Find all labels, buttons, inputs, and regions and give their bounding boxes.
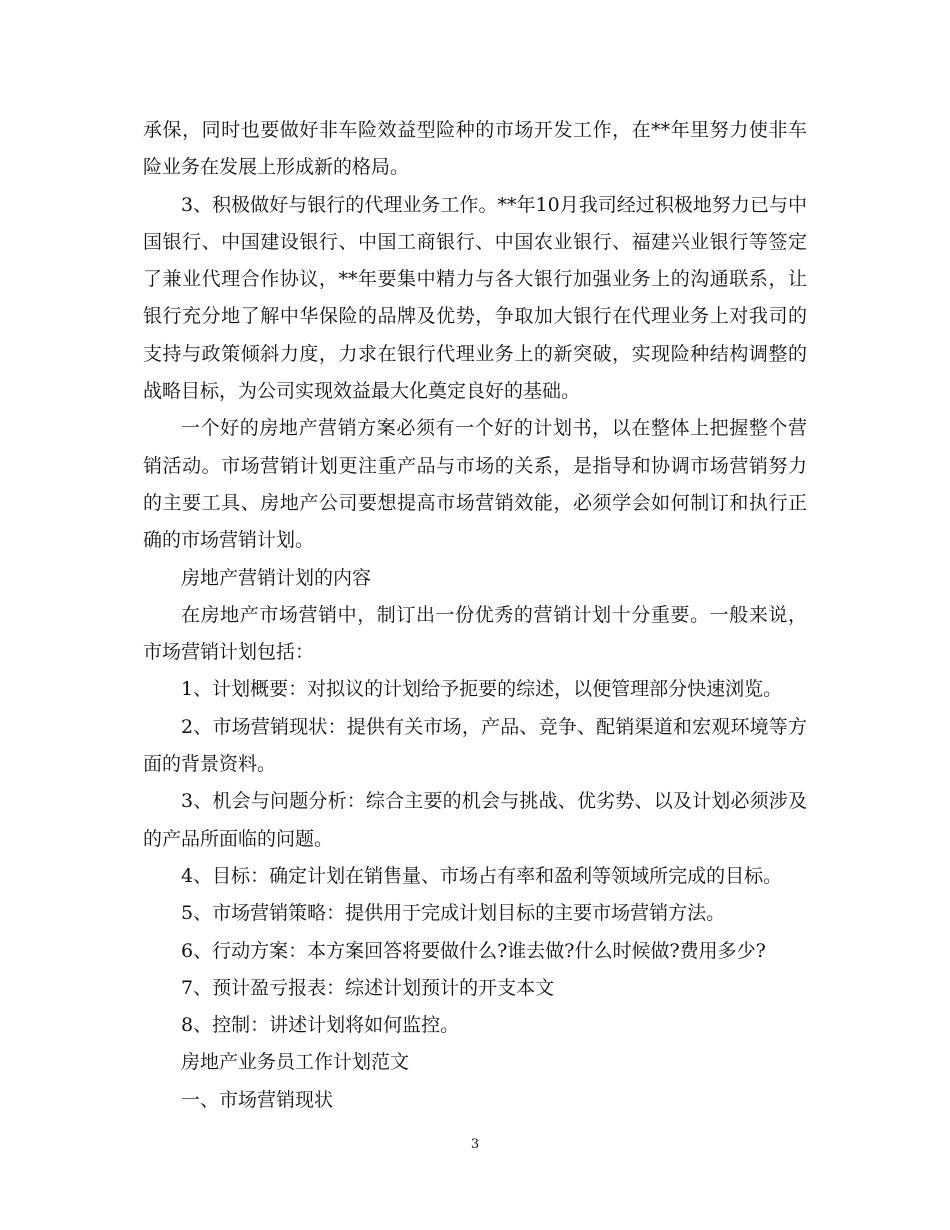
document-body <box>143 112 807 1119</box>
list-item-marketing-strategy: 5、市场营销策略：提供用于完成计划目标的主要市场营销方法。 <box>181 902 726 925</box>
list-item-plan-summary: 1、计划概要：对拟议的计划给予扼要的综述，以便管理部分快速浏览。 <box>181 678 783 701</box>
paragraph-continuation: 承保，同时也要做好非车险效益型险种的市场开发工作，在**年里努力使非车险业务在发展上形成新的格局。 <box>143 119 807 179</box>
list-item-profit-loss: 7、预计盈亏报表：综述计划预计的开支本文 <box>181 976 555 999</box>
list-item-market-status: 2、市场营销现状：提供有关市场，产品、竞争、配销渠道和宏观环境等方面的背景资料。 <box>143 715 807 776</box>
paragraph-marketing-plan-intro: 一个好的房地产营销方案必须有一个好的计划书，以在整体上把握整个营销活动。市场营销计划更注重产品与市场的关系，是指导和协调市场营销努力的主要工具、房地产公司要想提高市场营销效能，必须学会如何制订和执行正确的市场营销计划。 <box>143 417 807 552</box>
heading-market-status: 一、市场营销现状 <box>181 1088 334 1111</box>
page-number: 3 <box>470 1137 480 1152</box>
paragraph-plan-includes: 在房地产市场营销中，制订出一份优秀的营销计划十分重要。一般来说，市场营销计划包括： <box>143 603 807 664</box>
paragraph-bank-agency: 3、积极做好与银行的代理业务工作。**年10月我司经过积极地努力已与中国银行、中国建设银行、中国工商银行、中国农业银行、福建兴业银行等签定了兼业代理合作协议，**年要集中精力与各大银行加强业务上的沟通联系，让银行充分地了解中华保险的品牌及优势，争取加大银行在代理业务上对我司的支持与政策倾斜力度，力求在银行代理业务上的新突破，实现险种结构调整的战略目标，为公司实现效益最大化奠定良好的基础。 <box>143 193 807 403</box>
heading-salesperson-plan: 房地产业务员工作计划范文 <box>181 1051 410 1074</box>
list-item-opportunity-analysis: 3、机会与问题分析：综合主要的机会与挑战、优劣势、以及计划必须涉及的产品所面临的问题。 <box>143 790 807 850</box>
list-item-action-plan: 6、行动方案：本方案回答将要做什么?谁去做?什么时候做?费用多少? <box>181 939 766 962</box>
list-item-control: 8、控制：讲述计划将如何监控。 <box>181 1014 460 1037</box>
list-item-objectives: 4、目标：确定计划在销售量、市场占有率和盈利等领域所完成的目标。 <box>181 864 783 887</box>
heading-plan-contents: 房地产营销计划的内容 <box>181 566 372 589</box>
